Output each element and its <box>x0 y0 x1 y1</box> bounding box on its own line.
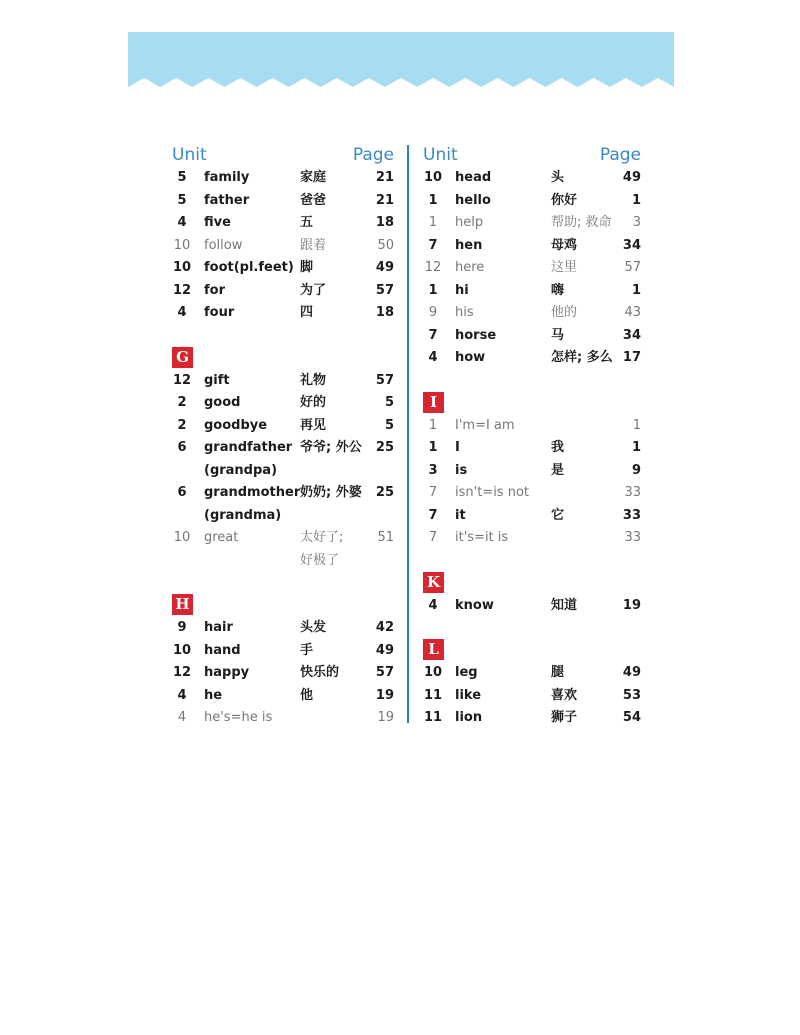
letter-badge: G <box>172 347 193 368</box>
index-entry <box>172 257 394 280</box>
section-l <box>423 662 641 730</box>
right-column <box>423 143 641 730</box>
chinese-meaning: 太好了; <box>300 530 344 545</box>
chinese-meaning: 母鸡 <box>551 237 578 253</box>
index-entry <box>423 347 641 370</box>
page-number: 25 <box>375 440 394 455</box>
index-entry <box>172 640 394 663</box>
page-number: 18 <box>375 215 394 230</box>
unit-number: 1 <box>428 417 438 433</box>
chinese-meaning: 这里 <box>551 260 578 275</box>
chinese-cell <box>551 280 564 303</box>
word-cell <box>204 280 225 303</box>
word-cell <box>455 505 466 528</box>
index-entry <box>172 617 394 640</box>
index-entry <box>423 167 641 190</box>
chinese-cell <box>551 347 613 370</box>
chinese-meaning: 头 <box>551 170 565 185</box>
english-word: he's=he is <box>204 710 273 725</box>
english-word: help <box>455 215 484 230</box>
unit-number: 9 <box>428 305 438 320</box>
english-word: is <box>455 462 468 478</box>
chinese-meaning: 马 <box>551 327 565 343</box>
index-entry <box>423 437 641 460</box>
english-word: I'm=I am <box>455 417 515 433</box>
word-cell <box>455 302 474 325</box>
word-cell <box>455 257 484 280</box>
chinese-meaning: 头发 <box>300 620 327 635</box>
word-cell <box>204 167 249 190</box>
word-cell <box>204 415 267 438</box>
page-number: 34 <box>622 327 641 343</box>
index-entry <box>423 212 641 235</box>
english-word: great <box>204 530 239 545</box>
chinese-cell <box>300 167 326 190</box>
page-number: 5 <box>384 395 394 410</box>
page-number: 50 <box>377 237 394 253</box>
word-cell <box>204 640 241 663</box>
word-cell <box>204 482 300 527</box>
page-number: 1 <box>632 417 641 433</box>
section-h-left <box>172 617 394 730</box>
page-number: 33 <box>624 530 641 545</box>
unit-number: 10 <box>173 530 191 545</box>
chinese-meaning: 五 <box>300 215 314 230</box>
page-number: 18 <box>375 305 394 320</box>
page-number: 49 <box>622 665 641 680</box>
chinese-meaning: 手 <box>300 642 314 658</box>
page-number: 33 <box>622 507 641 523</box>
letter-heading-i <box>423 392 641 415</box>
unit-number: 10 <box>173 237 191 253</box>
english-word: his <box>455 305 474 320</box>
english-word: hand <box>204 642 241 658</box>
word-cell <box>204 257 294 280</box>
index-entry <box>172 280 394 303</box>
english-word: here <box>455 260 485 275</box>
chinese-cell <box>300 392 326 415</box>
english-word: head <box>455 170 492 185</box>
word-cell <box>204 685 222 708</box>
word-cell <box>455 662 478 685</box>
index-entry <box>423 460 641 483</box>
chinese-meaning: 你好 <box>551 192 578 208</box>
page-number: 57 <box>375 665 394 680</box>
word-cell <box>455 460 467 483</box>
unit-number: 3 <box>428 462 438 478</box>
word-cell <box>455 415 515 438</box>
english-word: grandfather <box>204 440 293 455</box>
chinese-cell <box>551 505 564 528</box>
english-word: gift <box>204 372 230 388</box>
word-cell <box>204 617 233 640</box>
english-word: I <box>455 440 460 455</box>
english-word: hi <box>455 282 469 298</box>
english-word: for <box>204 282 225 298</box>
unit-number: 7 <box>428 530 438 545</box>
english-word: foot(pl.feet) <box>204 260 294 275</box>
index-entry <box>423 280 641 303</box>
chinese-cell <box>300 302 313 325</box>
word-cell <box>204 190 249 213</box>
unit-number: 4 <box>177 215 187 230</box>
word-cell <box>204 392 240 415</box>
word-cell <box>455 325 496 348</box>
index-entry <box>423 235 641 258</box>
english-word: goodbye <box>204 417 268 433</box>
chinese-cell <box>300 437 362 460</box>
page-number: 49 <box>622 170 641 185</box>
english-word: family <box>204 170 250 185</box>
page-number: 53 <box>622 687 641 703</box>
letter-heading-k <box>423 572 641 595</box>
chinese-cell <box>300 527 343 572</box>
word-cell <box>455 595 494 618</box>
unit-number: 7 <box>428 327 438 343</box>
english-word: how <box>455 350 486 365</box>
unit-header: Unit <box>423 145 458 165</box>
page-number: 42 <box>375 620 394 635</box>
column-header <box>172 143 394 167</box>
chinese-cell <box>551 437 564 460</box>
chinese-cell <box>551 257 577 280</box>
chinese-meaning: 他的 <box>551 305 578 320</box>
word-cell <box>455 235 482 258</box>
unit-number: 4 <box>177 710 187 725</box>
english-word: grandmother <box>204 485 301 500</box>
page-header: Page <box>599 145 641 165</box>
chinese-cell <box>300 617 326 640</box>
letter-badge: L <box>423 639 444 660</box>
word-cell <box>204 370 230 393</box>
index-entry <box>172 527 394 572</box>
chinese-cell <box>300 482 362 505</box>
chinese-cell <box>300 640 313 663</box>
chinese-cell <box>551 325 564 348</box>
unit-number: 1 <box>428 440 438 455</box>
section-h-right <box>423 167 641 370</box>
unit-number: 12 <box>172 282 192 298</box>
chinese-meaning: 我 <box>551 440 565 455</box>
unit-number: 5 <box>177 192 187 208</box>
index-entry <box>172 190 394 213</box>
unit-number: 5 <box>177 170 187 185</box>
chinese-cell <box>551 190 577 213</box>
unit-number: 1 <box>428 192 438 208</box>
chinese-cell <box>300 415 326 438</box>
english-word: follow <box>204 237 243 253</box>
chinese-meaning: 再见 <box>300 417 327 433</box>
index-entry <box>172 437 394 482</box>
english-word: it's=it is <box>455 530 509 545</box>
chinese-meaning: 奶奶; 外婆 <box>300 485 362 500</box>
page-number: 57 <box>375 372 394 388</box>
unit-number: 2 <box>177 395 187 410</box>
unit-number: 4 <box>428 597 438 613</box>
unit-number: 4 <box>177 687 187 703</box>
unit-number: 1 <box>428 215 438 230</box>
index-entry <box>423 595 641 618</box>
index-entry <box>423 707 641 730</box>
unit-number: 6 <box>177 485 187 500</box>
letter-heading-g <box>172 347 394 370</box>
word-cell <box>455 685 481 708</box>
unit-number: 12 <box>172 665 192 680</box>
letter-badge: K <box>423 572 444 593</box>
column-header <box>423 143 641 167</box>
letter-badge: H <box>172 594 193 615</box>
letter-heading-h <box>172 594 394 617</box>
index-entry <box>423 257 641 280</box>
word-cell <box>455 347 485 370</box>
english-word-alt: (grandpa) <box>204 462 278 478</box>
unit-number: 1 <box>428 282 438 298</box>
english-word: it <box>455 507 466 523</box>
index-entry <box>172 167 394 190</box>
page-number: 57 <box>624 260 641 275</box>
index-entry <box>423 190 641 213</box>
unit-number: 7 <box>428 237 438 253</box>
chinese-meaning: 爷爷; 外公 <box>300 440 362 455</box>
page-number: 25 <box>375 485 394 500</box>
chinese-meaning: 四 <box>300 305 314 320</box>
section-k <box>423 595 641 618</box>
word-cell <box>204 662 249 685</box>
index-entry <box>172 302 394 325</box>
word-cell <box>455 527 508 550</box>
english-word: hen <box>455 237 483 253</box>
unit-number: 10 <box>172 642 192 658</box>
page-number: 19 <box>622 597 641 613</box>
page-number: 51 <box>377 530 394 545</box>
index-entry <box>423 505 641 528</box>
english-word: five <box>204 215 231 230</box>
english-word: isn't=is not <box>455 485 529 500</box>
page-number: 19 <box>377 710 394 725</box>
page-number: 21 <box>375 170 394 185</box>
page-header: Page <box>352 145 394 165</box>
chinese-meaning: 怎样; 多么 <box>551 350 613 365</box>
index-entry <box>423 685 641 708</box>
index-entry <box>172 212 394 235</box>
word-cell <box>455 280 469 303</box>
chinese-cell <box>551 302 577 325</box>
index-entry <box>172 415 394 438</box>
english-word: father <box>204 192 250 208</box>
chinese-meaning: 帮助; 救命 <box>551 215 612 230</box>
unit-number: 9 <box>177 620 187 635</box>
index-entry <box>172 370 394 393</box>
chinese-cell <box>551 662 564 685</box>
unit-number: 12 <box>424 260 442 275</box>
letter-badge: I <box>423 392 444 413</box>
chinese-meaning: 爸爸 <box>300 192 327 208</box>
english-word: like <box>455 687 482 703</box>
page-number: 21 <box>375 192 394 208</box>
wave-banner <box>128 32 674 104</box>
index-entry <box>423 302 641 325</box>
index-entry <box>423 415 641 438</box>
chinese-cell <box>300 662 339 685</box>
chinese-cell <box>300 280 326 303</box>
english-word: hello <box>455 192 491 208</box>
index-entry <box>172 482 394 527</box>
section-i <box>423 415 641 550</box>
word-cell <box>455 482 529 505</box>
chinese-cell <box>551 595 577 618</box>
page-number: 34 <box>622 237 641 253</box>
section-f <box>172 167 394 325</box>
page-number: 57 <box>375 282 394 298</box>
english-word: lion <box>455 710 483 725</box>
chinese-meaning: 脚 <box>300 260 314 275</box>
english-word: horse <box>455 327 497 343</box>
chinese-cell <box>300 212 313 235</box>
unit-header: Unit <box>172 145 207 165</box>
chinese-cell <box>551 235 577 258</box>
english-word: hair <box>204 620 233 635</box>
chinese-meaning-alt: 好极了 <box>300 552 340 568</box>
word-cell <box>455 707 482 730</box>
page-number: 9 <box>631 462 641 478</box>
section-g <box>172 370 394 573</box>
unit-number: 6 <box>177 440 187 455</box>
chinese-cell <box>300 257 313 280</box>
index-entry <box>172 685 394 708</box>
page-number: 49 <box>375 642 394 658</box>
english-word: four <box>204 305 235 320</box>
index-entry <box>423 662 641 685</box>
chinese-cell <box>300 370 326 393</box>
page-number: 19 <box>375 687 394 703</box>
word-cell <box>204 437 292 482</box>
chinese-meaning: 嗨 <box>551 282 565 298</box>
chinese-meaning: 快乐的 <box>300 665 340 680</box>
chinese-meaning: 是 <box>551 462 565 478</box>
page-number: 49 <box>375 260 394 275</box>
page-number: 3 <box>632 215 641 230</box>
word-cell <box>455 190 491 213</box>
chinese-cell <box>551 167 564 190</box>
chinese-cell <box>551 685 577 708</box>
index-entry <box>172 662 394 685</box>
word-cell <box>455 212 483 235</box>
word-cell <box>204 707 272 730</box>
unit-number: 7 <box>428 485 438 500</box>
unit-number: 12 <box>172 372 192 388</box>
unit-number: 11 <box>423 687 443 703</box>
word-cell <box>204 527 238 550</box>
chinese-cell <box>551 212 612 235</box>
page-number: 54 <box>622 710 641 725</box>
english-word: know <box>455 597 494 613</box>
unit-number: 10 <box>172 260 192 275</box>
page-number: 1 <box>631 440 641 455</box>
unit-number: 11 <box>423 710 443 725</box>
unit-number: 10 <box>423 170 443 185</box>
chinese-meaning: 腿 <box>551 665 565 680</box>
chinese-meaning: 知道 <box>551 597 578 613</box>
chinese-cell <box>551 460 564 483</box>
chinese-meaning: 家庭 <box>300 170 327 185</box>
chinese-meaning: 礼物 <box>300 372 327 388</box>
english-word: leg <box>455 665 478 680</box>
word-cell <box>204 302 234 325</box>
word-cell <box>455 437 460 460</box>
unit-number: 4 <box>428 350 438 365</box>
index-entry <box>172 707 394 730</box>
page-number: 5 <box>384 417 394 433</box>
chinese-cell <box>300 235 326 258</box>
unit-number: 10 <box>423 665 443 680</box>
word-cell <box>204 212 231 235</box>
index-entry <box>172 235 394 258</box>
unit-number: 4 <box>177 305 187 320</box>
page-number: 33 <box>624 485 641 500</box>
word-cell <box>204 235 242 258</box>
letter-heading-l <box>423 639 641 662</box>
chinese-cell <box>300 190 326 213</box>
chinese-meaning: 好的 <box>300 395 327 410</box>
chinese-meaning: 为了 <box>300 282 327 298</box>
english-word-alt: (grandma) <box>204 507 282 523</box>
chinese-cell <box>300 685 313 708</box>
chinese-meaning: 喜欢 <box>551 687 578 703</box>
chinese-cell <box>551 707 577 730</box>
column-divider <box>407 145 409 723</box>
english-word: happy <box>204 665 250 680</box>
index-entry <box>423 325 641 348</box>
page-number: 43 <box>624 305 641 320</box>
word-cell <box>455 167 491 190</box>
index-entry <box>172 392 394 415</box>
page-number: 17 <box>622 350 641 365</box>
page-number: 1 <box>631 282 641 298</box>
page-number: 1 <box>631 192 641 208</box>
unit-number: 2 <box>177 417 187 433</box>
chinese-meaning: 跟着 <box>300 237 327 253</box>
chinese-meaning: 它 <box>551 507 565 523</box>
index-entry <box>423 527 641 550</box>
chinese-meaning: 狮子 <box>551 710 578 725</box>
left-column <box>172 143 394 730</box>
unit-number: 7 <box>428 507 438 523</box>
index-entry <box>423 482 641 505</box>
english-word: he <box>204 687 223 703</box>
english-word: good <box>204 395 241 410</box>
chinese-meaning: 他 <box>300 687 314 703</box>
